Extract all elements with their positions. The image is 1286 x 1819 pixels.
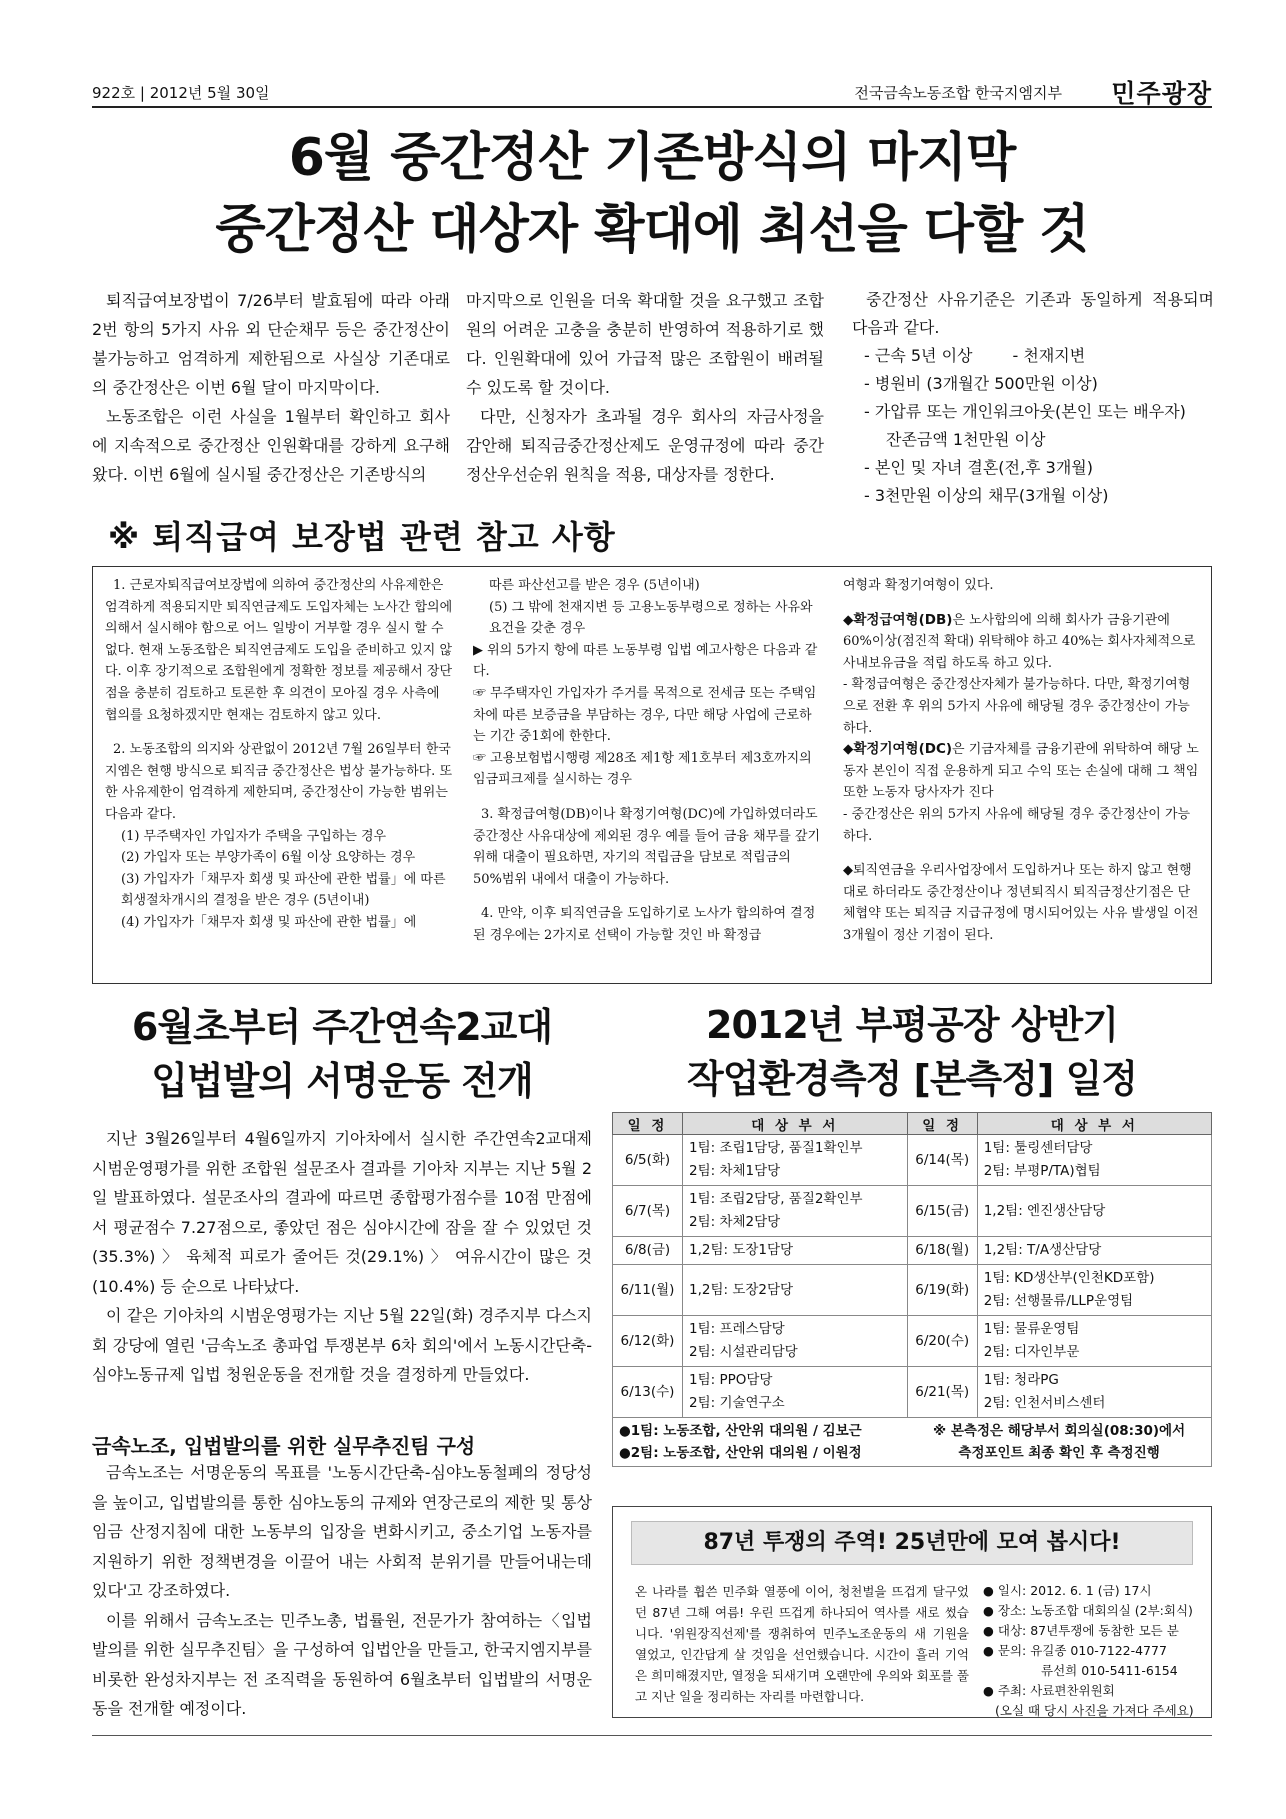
- schedule-date: 6/5(화): [613, 1135, 683, 1186]
- reunion-detail: (오실 때 당시 사진을 가져다 주세요): [995, 1703, 1194, 1718]
- article1-column1: [92, 286, 450, 489]
- date-column-header: 일 정: [907, 1113, 977, 1135]
- criteria-item-label: - 천재지변: [1012, 346, 1086, 365]
- reference-item: (4) 가입자가「채무자 회생 및 파산에 관한 법률」에: [121, 914, 417, 930]
- schedule-headline: [612, 998, 1212, 1106]
- dept-line: 2팀: 디자인부문: [983, 1344, 1080, 1360]
- schedule-row: [613, 1186, 1212, 1237]
- schedule-departments: [977, 1135, 1211, 1186]
- dept-line: 2팀: 차체2담당: [689, 1214, 781, 1230]
- reference-column3: [843, 575, 1201, 947]
- schedule-row: [613, 1237, 1212, 1265]
- dept-line: 2팀: 부평P/TA)협팀: [983, 1163, 1101, 1179]
- dept-line: 2팀: 인천서비스센터: [983, 1395, 1106, 1411]
- reference-item: 따른 파산선고를 받은 경우 (5년이내): [489, 578, 700, 593]
- reference-column2: [473, 575, 823, 947]
- article1-paragraph: 다만, 신청자가 초과될 경우 회사의 자금사정을 감안해 퇴직금중간정산제도 운영규정에 따라 중간정산우선순위 원칙을 적용, 대상자를 정한다.: [466, 407, 824, 484]
- reference-column1: [105, 575, 455, 934]
- schedule-row: [613, 1135, 1212, 1186]
- reunion-notice-text: 온 나라를 휩쓴 민주화 열풍에 이어, 청천벌을 뜨겁게 달구었던 87년 그해 여름! 우린 뜨겁게 하나되어 역사를 새로 썼습니다. '위원장직선제'를 쟁취하여 민주노조운동의 새 기원을 열었고, 인간답게 살 것임을 선언했습니다. 시간이 흘러 기억은 희미해졌지만, 열정을 되새기며 오랜만에 우의와 회포를 풀고 지난 일을 정리하는 자리를 마련합니다.: [635, 1584, 969, 1704]
- schedule-date: 6/20(수): [907, 1316, 977, 1367]
- schedule-departments: [683, 1237, 908, 1265]
- reunion-detail: ● 문의: 유길종 010-7122-4777: [983, 1643, 1167, 1658]
- schedule-date: 6/12(화): [613, 1316, 683, 1367]
- dept-line: 1팀: 툴링센터담당: [983, 1140, 1093, 1156]
- procedure-note-line2: 측정포인트 최종 확인 후 측정진행: [958, 1445, 1160, 1461]
- schedule-row: [613, 1316, 1212, 1367]
- procedure-note-line1: ※ 본측정은 해당부서 회의실(08:30)에서: [933, 1423, 1186, 1439]
- article2-subheading: 금속노조, 입법발의를 위한 실무추진팀 구성: [92, 1434, 476, 1458]
- reference-item: (1) 무주택자인 가입자가 주택을 구입하는 경우: [121, 828, 387, 844]
- schedule-date: 6/21(목): [907, 1367, 977, 1418]
- reference-item: ▶ 위의 5가지 항에 따른 노동부령 입법 예고사항은 다음과 같다.: [473, 642, 818, 680]
- schedule-row: [613, 1367, 1212, 1418]
- criteria-item: - 병원비 (3개월간 500만원 이상): [864, 374, 1098, 393]
- schedule-procedure-note: [907, 1418, 1211, 1467]
- schedule-departments: [977, 1237, 1211, 1265]
- dept-line: 2팀: 차체1담당: [689, 1163, 781, 1179]
- dept-line: 1,2팀: 도장1담당: [689, 1242, 794, 1258]
- article2-paragraph: 이 같은 기아차의 시범운영평가는 지난 5월 22일(화) 경주지부 다스지회 강당에 열린 '금속노조 총파업 투쟁본부 6차 회의'에서 노동시간단축-심야노동규제 입법 청원운동을 전개할 것을 결정하게 만들었다.: [92, 1306, 592, 1384]
- reference-item: 4. 만약, 이후 퇴직연금을 도입하기로 노사가 합의하여 결정된 경우에는 2가지로 선택이 가능할 것인 바 확정급: [473, 906, 816, 943]
- reunion-detail: ● 장소: 노동조합 대회의실 (2부:회식): [983, 1603, 1193, 1618]
- page-header: [92, 74, 1212, 108]
- db-description: 은 노사합의에 의해 회사가 금융기관에 60%이상(점진적 확대) 위탁해야 하고 40%는 회사자체적으로 사내보유금을 적립 하도록 하고 있다.: [843, 612, 1196, 671]
- reunion-notice-box: [612, 1506, 1212, 1718]
- criteria-item: - 가압류 또는 개인워크아웃(본인 또는 배우자): [864, 402, 1186, 421]
- dept-column-header: 대 상 부 서: [977, 1113, 1211, 1135]
- article2-paragraph: 이를 위해서 금속노조는 민주노총, 법률원, 전문가가 참여하는〈입법발의를 위한 실무추진팀〉을 구성하여 입법안을 만들고, 한국지엠지부를 비롯한 완성차지부는 전 조직력을 동원하여 6월초부터 입법발의 서명운동을 전개할 예정이다.: [92, 1610, 592, 1718]
- team1-note: ●1팀: 노동조합, 산안위 대의원 / 김보근: [619, 1423, 862, 1439]
- schedule-date: 6/8(금): [613, 1237, 683, 1265]
- dept-column-header: 대 상 부 서: [683, 1113, 908, 1135]
- schedule-departments: [977, 1316, 1211, 1367]
- criteria-item: [852, 342, 1214, 370]
- reunion-detail: ● 일시: 2012. 6. 1 (금) 17시: [983, 1583, 1152, 1598]
- article2-paragraph: 금속노조는 서명운동의 목표를 '노동시간단축-심야노동철폐의 정당성을 높이고, 입법발의를 통한 심야노동의 규제와 연장근로의 제한 및 통상임금 산정지침에 대한 노동부의 입장을 변화시키고, 중소기업 노동자를 지원하기 위한 정책변경을 이끌어 내는 사회적 분위기를 만들어내는데 있다'고 강조하였다.: [92, 1463, 592, 1600]
- reference-item: (2) 가입자 또는 부양가족이 6월 이상 요양하는 경우: [121, 850, 416, 866]
- date-column-header: 일 정: [613, 1113, 683, 1135]
- schedule-departments: [683, 1367, 908, 1418]
- dept-line: 1팀: KD생산부(인천KD포함): [983, 1270, 1155, 1286]
- reference-item: ☞ 고용보험법시행령 제28조 제1항 제1호부터 제3호까지의 임금피크제를 실시하는 경우: [473, 750, 812, 788]
- article1-column2: [466, 286, 824, 489]
- dept-line: 1,2팀: T/A생산담당: [983, 1242, 1102, 1258]
- reunion-detail: ● 주최: 사료편찬위원회: [983, 1683, 1115, 1698]
- reference-item: (5) 그 밖에 천재지변 등 고용노동부령으로 정하는 사유와 요건을 갖춘 경우: [489, 599, 813, 637]
- reference-item: [843, 739, 1201, 804]
- schedule-note-row: [613, 1418, 1212, 1467]
- reference-item: ◆퇴직연금을 우리사업장에서 도입하거나 또는 하지 않고 현행대로 하더라도 중간정산이나 정년퇴직시 퇴직금정산기점은 단체협약 또는 퇴직금 지급규정에 명시되어있는 사유 발생일 이전 3개월이 정산 기점이 된다.: [843, 863, 1199, 943]
- reference-item: - 중간정산은 위의 5가지 사유에 해당될 경우 중간정산이 가능하다.: [843, 806, 1191, 844]
- schedule-date: 6/14(목): [907, 1135, 977, 1186]
- dept-line: 1팀: 프레스담당: [689, 1321, 785, 1337]
- footer-divider: [92, 1735, 1212, 1736]
- article2-headline: [92, 1000, 592, 1108]
- schedule-header-row: [613, 1113, 1212, 1135]
- schedule-date: 6/19(화): [907, 1265, 977, 1316]
- main-headline-line1: 6월 중간정산 기존방식의 마지막: [288, 128, 1016, 188]
- article2-paragraph: 지난 3월26일부터 4월6일까지 기아차에서 실시한 주간연속2교대제 시범운영평가를 위한 조합원 설문조사 결과를 기아차 지부는 지난 5월 2일 발표하였다. 설문조사의 결과에 따르면 종합평가점수를 10점 만점에서 평균점수 7.27점으로, 좋았던 점은 심야시간에 잠을 잘 수 있었던 것(35.3%) 〉 육체적 피로가 줄어든 것(29.1%) 〉 여유시간이 많은 것(10.4%) 등 순으로 나타났다.: [92, 1129, 592, 1296]
- schedule-departments: [683, 1135, 908, 1186]
- dept-line: 2팀: 기술연구소: [689, 1395, 785, 1411]
- schedule-date: 6/7(목): [613, 1186, 683, 1237]
- reference-item: 1. 근로자퇴직급여보장법에 의하여 중간정산의 사유제한은 엄격하게 적용되지만 퇴직연금제도 도입자체는 노사간 합의에 의해서 실시해야 함으로 어느 일방이 거부할 경우 실시 할 수 없다. 현재 노동조합은 퇴직연금제도 도입을 준비하고 있지 않다. 이후 장기적으로 조합원에게 정확한 정보를 제공해서 장단점을 충분히 검토하고 토론한 후 의견이 모아질 경우 사측에 협의를 요청하겠지만 현재는 검토하지 않고 있다.: [105, 578, 453, 723]
- article1-paragraph: 퇴직급여보장법이 7/26부터 발효됨에 따라 아래 2번 항의 5가지 사유 외 단순채무 등은 중간정산이 불가능하고 엄격하게 제한됨으로 사실상 기존대로의 중간정산은 이번 6월 달이 마지막이다.: [92, 291, 450, 397]
- criteria-item-label: - 근속 5년 이상: [864, 346, 973, 365]
- team2-note: ●2팀: 노동조합, 산안위 대의원 / 이원정: [619, 1445, 862, 1461]
- criteria-item: - 3천만원 이상의 채무(3개월 이상): [864, 486, 1109, 505]
- reference-item: 3. 확정급여형(DB)이나 확정기여형(DC)에 가입하였더라도 중간정산 사유대상에 제외된 경우 예를 들어 금융 채무를 갚기 위해 대출이 필요하면, 자기의 적립금을 담보로 적립금의 50%범위 내에서 대출이 가능하다.: [473, 806, 821, 887]
- schedule-date: 6/15(금): [907, 1186, 977, 1237]
- main-headline-line2: 중간정산 대상자 확대에 최선을 다할 것: [215, 200, 1089, 260]
- reunion-detail: 류선희 010-5411-6154: [1041, 1663, 1178, 1678]
- schedule-headline-line2: 작업환경측정 [본측정] 일정: [687, 1057, 1137, 1101]
- newspaper-title: 민주광장: [1111, 79, 1212, 108]
- dept-line: 2팀: 시설관리담당: [689, 1344, 798, 1360]
- dc-label: ◆확정기여형(DC): [843, 741, 953, 758]
- schedule-date: 6/18(월): [907, 1237, 977, 1265]
- dept-line: 1팀: PPO담당: [689, 1372, 773, 1388]
- article2-headline-line1: 6월초부터 주간연속2교대: [131, 1005, 553, 1049]
- dept-line: 2팀: 선행물류/LLP운영팀: [983, 1293, 1134, 1309]
- reference-item: - 확정급여형은 중간정산자체가 불가능하다. 다만, 확정기여형으로 전환 후 위의 5가지 사유에 해당될 경우 중간정산이 가능하다.: [843, 677, 1191, 736]
- reunion-details: [983, 1581, 1205, 1721]
- schedule-departments: [683, 1186, 908, 1237]
- article2-body-top: [92, 1124, 592, 1390]
- reference-section-title: ※ 퇴직급여 보장법 관련 참고 사항: [108, 518, 616, 556]
- reference-item: 여형과 확정기여형이 있다.: [843, 578, 994, 593]
- reference-item: 2. 노동조합의 의지와 상관없이 2012년 7월 26일부터 한국지엠은 현행 방식으로 퇴직금 중간정산은 법상 불가능하다. 또한 사유제한이 엄격하게 제한되며, 중간정산이 가능한 범위는 다음과 같다.: [105, 742, 453, 822]
- dept-line: 1팀: 조립2담당, 품질2확인부: [689, 1191, 863, 1207]
- issue-date: 922호 | 2012년 5월 30일: [92, 84, 270, 102]
- article1-column3: [852, 286, 1214, 510]
- schedule-date: 6/13(수): [613, 1367, 683, 1418]
- schedule-departments: [683, 1265, 908, 1316]
- article1-paragraph: 마지막으로 인원을 더욱 확대할 것을 요구했고 조합원의 어려운 고충을 충분히 반영하여 적용하기로 했다. 인원확대에 있어 가급적 많은 조합원이 배려될 수 있도록 할 것이다.: [466, 291, 824, 397]
- criteria-item: 잔존금액 1천만원 이상: [886, 430, 1046, 449]
- schedule-departments: [683, 1316, 908, 1367]
- reunion-notice-title: 87년 투쟁의 주역! 25년만에 모여 봅시다!: [631, 1521, 1193, 1565]
- dept-line: 1팀: 물류운영팀: [983, 1321, 1080, 1337]
- dept-line: 1팀: 청라PG: [983, 1372, 1059, 1388]
- reference-item: (3) 가입자가「채무자 회생 및 파산에 관한 법률」에 따른 회생절차개시의 결정을 받은 경우 (5년이내): [121, 871, 446, 909]
- reunion-detail: ● 대상: 87년투쟁에 동참한 모든 분: [983, 1623, 1179, 1638]
- schedule-headline-line1: 2012년 부평공장 상반기: [706, 1003, 1118, 1047]
- main-headline: [92, 122, 1212, 266]
- reference-box: [92, 566, 1212, 984]
- article1-paragraph: 노동조합은 이런 사실을 1월부터 확인하고 회사에 지속적으로 중간정산 인원확대를 강하게 요구해왔다. 이번 6월에 실시될 중간정산은 기존방식의: [92, 407, 450, 484]
- criteria-item: - 본인 및 자녀 결혼(전,후 3개월): [864, 458, 1093, 477]
- dc-description: 은 기금자체를 금융기관에 위탁하여 해당 노동자 본인이 직접 운용하게 되고 수익 또는 손실에 대해 그 책임 또한 노동자 당사자가 진다: [843, 742, 1199, 801]
- criteria-intro: 중간정산 사유기준은 기존과 동일하게 적용되며 다음과 같다.: [852, 290, 1214, 337]
- reference-item: ☞ 무주택자인 가입자가 주거를 목적으로 전세금 또는 주택임차에 따른 보증금을 부담하는 경우, 다만 해당 사업에 근로하는 기간 중1회에 한한다.: [473, 685, 817, 745]
- schedule-departments: [977, 1186, 1211, 1237]
- schedule-team-notes: [613, 1418, 908, 1467]
- schedule-date: 6/11(월): [613, 1265, 683, 1316]
- db-label: ◆확정급여형(DB): [843, 611, 953, 628]
- dept-line: 1,2팀: 도장2담당: [689, 1281, 794, 1298]
- union-name: 전국금속노동조합 한국지엠지부: [854, 84, 1062, 102]
- schedule-row: [613, 1265, 1212, 1316]
- schedule-departments: [977, 1265, 1211, 1316]
- reference-item: [843, 610, 1201, 675]
- article2-body-bottom: [92, 1458, 592, 1724]
- schedule-departments: [977, 1367, 1211, 1418]
- article2-headline-line2: 입법발의 서명운동 전개: [151, 1059, 533, 1103]
- schedule-table: [612, 1112, 1212, 1467]
- dept-line: 1팀: 조립1담당, 품질1확인부: [689, 1140, 863, 1156]
- dept-line: 1,2팀: 엔진생산담당: [983, 1202, 1106, 1219]
